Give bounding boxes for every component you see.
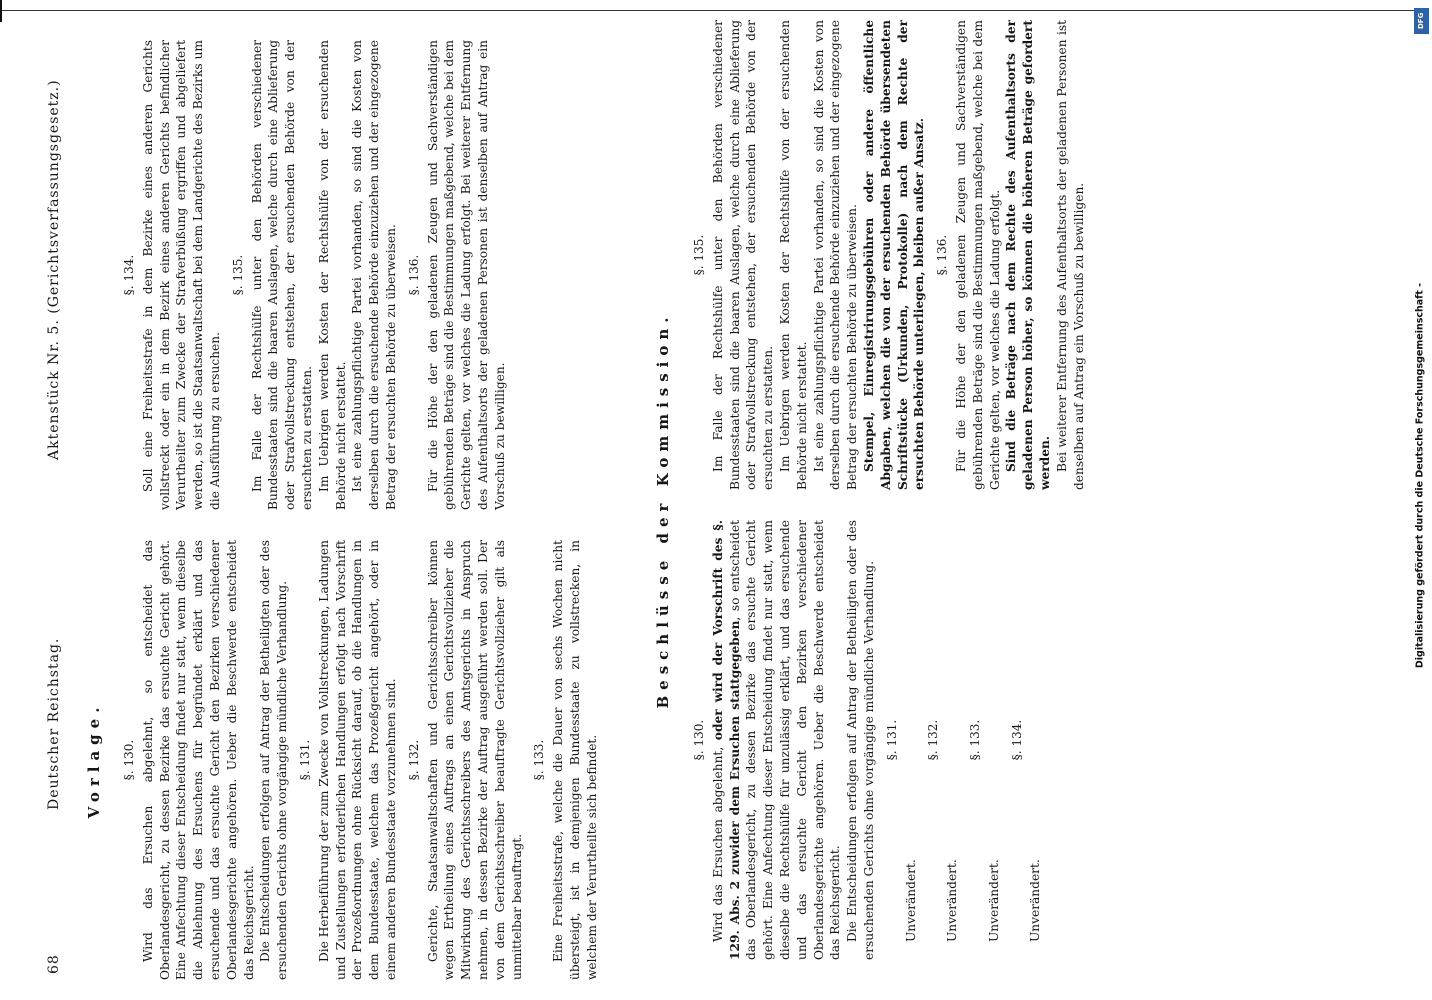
vorlage-text-left	[115, 540, 601, 980]
paragraph: Ist eine zahlungspflichtige Partei vorhanden, so sind die Kosten von derselben durch die ersuchende Behörde einzuziehen und der eingezogene Betrag der ersuchten Behörde zu überweisen.	[350, 40, 398, 510]
paragraph	[710, 520, 844, 960]
unchanged-note: Unverändert.	[945, 859, 960, 942]
paragraph: Eine Freiheitsstrafe, welche die Dauer von sechs Wochen nicht übersteigt, ist in demjenigen Bundesstaate zu vollstrecken, in welchem der Verurtheilte sich befindet.	[551, 540, 599, 980]
running-head	[40, 25, 70, 980]
kommission-text-left	[685, 520, 1044, 960]
paragraph: Gerichte, Staatsanwaltschaften und Gerichtsschreiber können wegen Ertheilung eines Auftrags an einen Gerichtsvollzieher die Mitwirkung des Gerichtsschreibers des Amtsgerichts in Anspruch nehmen, in dessen Bezirke der Auftrag ausgeführt werden soll. Der von dem Gerichtsschreiber beauftragte Gerichtsvollzieher gilt als unmittelbar beauftragt.	[425, 540, 524, 980]
paragraph: Im Uebrigen werden Kosten der Rechtshülfe von der ersuchenden Behörde nicht erstattet.	[316, 40, 348, 510]
paragraph: Die Herbeiführung der zum Zwecke von Vollstreckungen, Ladungen und Zustellungen erforderlichen Handlungen erfolgt nach Vorschrift der Prozeßordnungen ohne Rücksicht darauf, ob die Handlungen in dem Bundesstaate, welchem das Prozeßgericht angehört, oder in einem anderen Bundesstaate vorzunehmen sind.	[316, 540, 398, 980]
kommission-title: Beschlüsse der Kommission.	[654, 311, 672, 709]
section-heading: §. 133.	[532, 739, 547, 781]
digitization-note: Digitalisierung gefördert durch die Deutsche Forschungsgemeinschaft -	[1414, 282, 1426, 669]
digitization-sidebar	[1410, 0, 1432, 1000]
paragraph: Für die Höhe der den geladenen Zeugen und Sachverständigen gebührenden Beträge sind die Bestimmungen maßgebend, welche bei dem Gerichte gelten, vor welches die Ladung erfolgt.	[953, 20, 1002, 490]
section-heading: §. 130.	[122, 739, 136, 781]
paragraph: Ist eine zahlungspflichtige Partei vorhanden, so sind die Kosten von derselben durch die ersuchende Behörde einzuziehen und der eingezogene Betrag der ersuchten Behörde zu überweisen.	[811, 20, 860, 490]
kommission-block	[654, 20, 1086, 960]
scanned-page	[40, 20, 1310, 980]
section-heading: §. 131.	[297, 739, 312, 781]
section-heading: §. 132.	[406, 739, 421, 781]
kommission-text-right	[685, 20, 1087, 490]
paragraph: Im Falle der Rechtshülfe unter den Behörden verschiedener Bundesstaaten sind die baaren Auslagen, welche durch eine Ablieferung oder Strafvollstreckung entstehen, der ersuchenden Behörde von der ersuchten zu erstatten.	[249, 40, 314, 510]
amended-paragraph: Stempel, Einregistrirungsgebühren oder andere öffentliche Abgaben, welchen die von der ersuchenden Behörde übersendeten Schriftstücke (Urkunden, Protokolle) nach dem Rechte der ersuchten Behörde unterliegen, bleiben außer Ansatz.	[861, 20, 927, 490]
section-heading: §. 130.	[692, 719, 706, 761]
section-heading: §. 136.	[406, 254, 421, 296]
page-number: 68	[46, 954, 62, 974]
dfg-logo: DFG	[1414, 8, 1429, 34]
section-heading: §. 133.	[967, 719, 982, 761]
section-heading: §. 134.	[1009, 719, 1024, 761]
text-run: , so entscheidet das Oberlandesgericht, zu dessen Bezirke das ersuchte Gericht gehört. Eine Anfechtung dieser Entscheidung findet nur statt, wenn dieselbe die Rechtshülfe für unzulässig erklärt, und das ersuchende und das ersuchte Gericht den Bezirken verschiedener Oberlandesgerichte angehören. Ueber die Beschwerde entscheidet das Reichsgericht.	[727, 520, 843, 960]
paragraph: Im Falle der Rechtshülfe unter den Behörden verschiedener Bundesstaaten sind die baaren Auslagen, welche durch eine Ablieferung oder Strafvollstreckung entstehen, der ersuchenden Behörde von der ersuchten zu erstatten.	[710, 20, 776, 490]
section-heading: §. 134.	[122, 254, 136, 296]
paragraph: Bei weiterer Entfernung des Aufenthaltsorts der geladenen Personen ist denselben auf Antrag ein Vorschuß zu bewilligen.	[1054, 20, 1086, 490]
section-heading: §. 135.	[230, 254, 245, 296]
kommission-column	[654, 20, 1310, 980]
section-heading: §. 135.	[692, 234, 706, 276]
section-heading: §. 132.	[926, 719, 941, 761]
paragraph: Für die Höhe der den geladenen Zeugen und Sachverständigen gebührenden Beträge sind die Bestimmungen maßgebend, welche bei dem Gerichte gelten, vor welches die Ladung erfolgt. Bei weiterer Entfernung des Aufenthaltsorts der geladenen Personen ist denselben auf Antrag ein Vorschuß zu bewilligen.	[425, 40, 507, 510]
paragraph: Die Entscheidungen erfolgen auf Antrag der Betheiligten oder des ersuchenden Gerichts ohne vorgängige mündliche Verhandlung.	[845, 520, 876, 960]
page-top-rule	[0, 10, 1415, 11]
paragraph: Wird das Ersuchen abgelehnt, so entscheidet das Oberlandesgericht, zu dessen Bezirke das ersuchte Gericht gehört. Eine Anfechtung dieser Entscheidung findet nur statt, wenn dieselbe die Ablehnung des Ersuchens für begründet erklärt und das ersuchende und das ersuchte Gericht den Bezirken verschiedener Oberlandesgerichte angehören. Ueber die Beschwerde entscheidet das Reichsgericht.	[140, 540, 256, 980]
source-title: Deutscher Reichstag.	[46, 637, 62, 810]
vorlage-text-right	[115, 40, 509, 510]
unchanged-note: Unverändert.	[903, 859, 918, 942]
text-run: Wird das Ersuchen abgelehnt,	[710, 740, 725, 942]
unchanged-note: Unverändert.	[1028, 859, 1043, 942]
amended-text: oder wird der Vorschrift des §. 129. Abs. 2 zuwider dem Ersuchen stattgegeben	[710, 520, 742, 960]
section-heading: §. 136.	[935, 234, 950, 276]
section-heading: §. 131.	[884, 719, 899, 761]
paragraph: Soll eine Freiheitsstrafe in dem Bezirke eines anderen Gerichts vollstreckt oder ein in dem Bezirk eines anderen Gerichts befindlicher Verurtheilter zum Zwecke der Strafverbüßung ergriffen und abgeliefert werden, so ist die Staatsanwaltschaft bei dem Landgerichte des Bezirks um die Ausführung zu ersuchen.	[140, 40, 222, 510]
amended-paragraph: Sind die Beträge nach dem Rechte des Aufenthaltsorts der geladenen Person höher, so können die höheren Beträge gefordert werden.	[1004, 20, 1052, 490]
vorlage-title: Vorlage.	[85, 701, 103, 819]
page-corner-mark	[0, 0, 2, 22]
drucksache-title: Aktenstück Nr. 5. (Gerichtsverfassungsgesetz.)	[46, 79, 62, 460]
paragraph: Die Entscheidungen erfolgen auf Antrag der Betheiligten oder des ersuchenden Gerichts ohne vorgängige mündliche Verhandlung.	[258, 540, 290, 980]
paragraph: Im Uebrigen werden Kosten der Rechtshülfe von der ersuchenden Behörde nicht erstattet.	[777, 20, 809, 490]
unchanged-note: Unverändert.	[986, 859, 1001, 942]
vorlage-column	[85, 25, 665, 980]
